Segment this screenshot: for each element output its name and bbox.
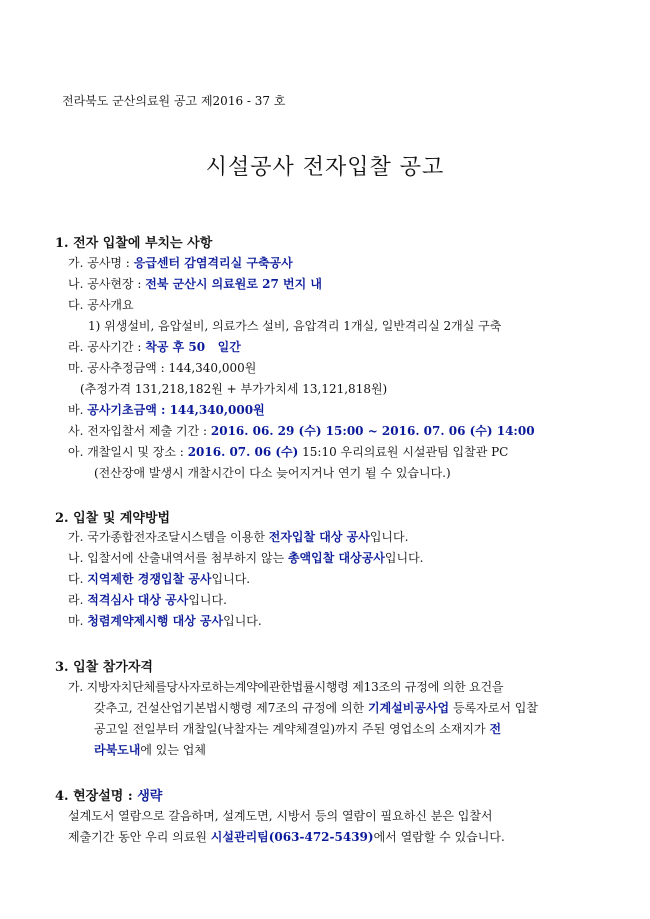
construction-period: 착공 후 50 일간 bbox=[145, 340, 241, 354]
s1-item-e-note: (추정가격 131,218,182원 + 부가가치세 13,121,818원) bbox=[80, 382, 388, 396]
region-restriction: 라북도내 bbox=[94, 743, 141, 757]
s1-item-d: 라. 공사기간 : 착공 후 50 일간 bbox=[68, 340, 241, 354]
s2-item-d: 라. 적격심사 대상 공사입니다. bbox=[68, 593, 227, 607]
s2-item-a: 가. 국가종합전자조달시스템을 이용한 전자입찰 대상 공사입니다. bbox=[68, 530, 409, 544]
page-title: 시설공사 전자입찰 공고 bbox=[205, 155, 445, 180]
s1-item-c: 다. 공사개요 bbox=[68, 298, 134, 312]
s1-item-h: 아. 개찰일시 및 장소 : 2016. 07. 06 (수) 15:10 우리의료원 시설관팀 입찰관 PC bbox=[68, 445, 509, 459]
project-site: 전북 군산시 의료원로 27 번지 내 bbox=[145, 277, 322, 291]
notice-number: 전라북도 군산의료원 공고 제2016 - 37 호 bbox=[62, 94, 286, 108]
s1-item-b: 나. 공사현장 : 전북 군산시 의료원로 27 번지 내 bbox=[68, 277, 322, 291]
s1-item-h-note: (전산장애 발생시 개찰시간이 다소 늦어지거나 연기 될 수 있습니다.) bbox=[94, 466, 451, 480]
s3-line-1: 가. 지방자치단체를당사자로하는계약에관한법률시행령 제13조의 규정에 의한 요건을 bbox=[68, 680, 504, 694]
s1-item-g: 사. 전자입찰서 제출 기간 : 2016. 06. 29 (수) 15:00 ~ 2016. 07. 06 (수) 14:00 bbox=[68, 424, 535, 438]
s1-item-f: 바. 공사기초금액 : 144,340,000원 bbox=[68, 403, 265, 417]
section-3-heading: 3. 입찰 참가자격 bbox=[55, 660, 153, 675]
facility-team-contact: 시설관리팀(063-472-5439) bbox=[210, 830, 374, 844]
project-name: 응급센터 감염격리실 구축공사 bbox=[133, 256, 293, 270]
s2-item-c: 다. 지역제한 경쟁입찰 공사입니다. bbox=[68, 572, 251, 586]
section-1-heading: 1. 전자 입찰에 부치는 사항 bbox=[55, 236, 213, 251]
s1-item-a: 가. 공사명 : 응급센터 감염격리실 구축공사 bbox=[68, 256, 293, 270]
section-4-heading: 4. 현장설명 : 생략 bbox=[55, 789, 163, 804]
s2-item-e: 마. 청렴계약제시행 대상 공사입니다. bbox=[68, 614, 262, 628]
s3-line-3: 공고일 전일부터 개찰일(낙찰자는 계약체결일)까지 주된 영업소의 소재지가 전 bbox=[94, 722, 502, 736]
s4-line-1: 설계도서 열람으로 갈음하며, 설계도면, 시방서 등의 열람이 필요하신 분은 입찰서 bbox=[68, 809, 493, 823]
submission-period: 2016. 06. 29 (수) 15:00 ~ 2016. 07. 06 (수) 14:00 bbox=[210, 424, 535, 438]
opening-date: 2016. 07. 06 (수) bbox=[187, 445, 299, 459]
s1-item-c1: 1) 위생설비, 음압설비, 의료가스 설비, 음압격리 1개실, 일반격리실 2개실 구축 bbox=[88, 319, 502, 333]
s4-line-2: 제출기간 동안 우리 의료원 시설관리팀(063-472-5439)에서 열람할 수 있습니다. bbox=[68, 830, 505, 844]
section-2-heading: 2. 입찰 및 계약방법 bbox=[55, 511, 171, 526]
license-type: 기계설비공사업 bbox=[367, 701, 450, 715]
s2-item-b: 나. 입찰서에 산출내역서를 첨부하지 않는 총액입찰 대상공사입니다. bbox=[68, 551, 424, 565]
s1-item-e: 마. 공사추정금액 : 144,340,000원 bbox=[68, 361, 257, 375]
s3-line-2: 갖추고, 건설산업기본법시행령 제7조의 규정에 의한 기계설비공사업 등록자로서 입찰 bbox=[94, 701, 538, 715]
base-amount: 공사기초금액 : 144,340,000원 bbox=[87, 403, 265, 417]
s3-line-4: 라북도내에 있는 업체 bbox=[94, 743, 206, 757]
